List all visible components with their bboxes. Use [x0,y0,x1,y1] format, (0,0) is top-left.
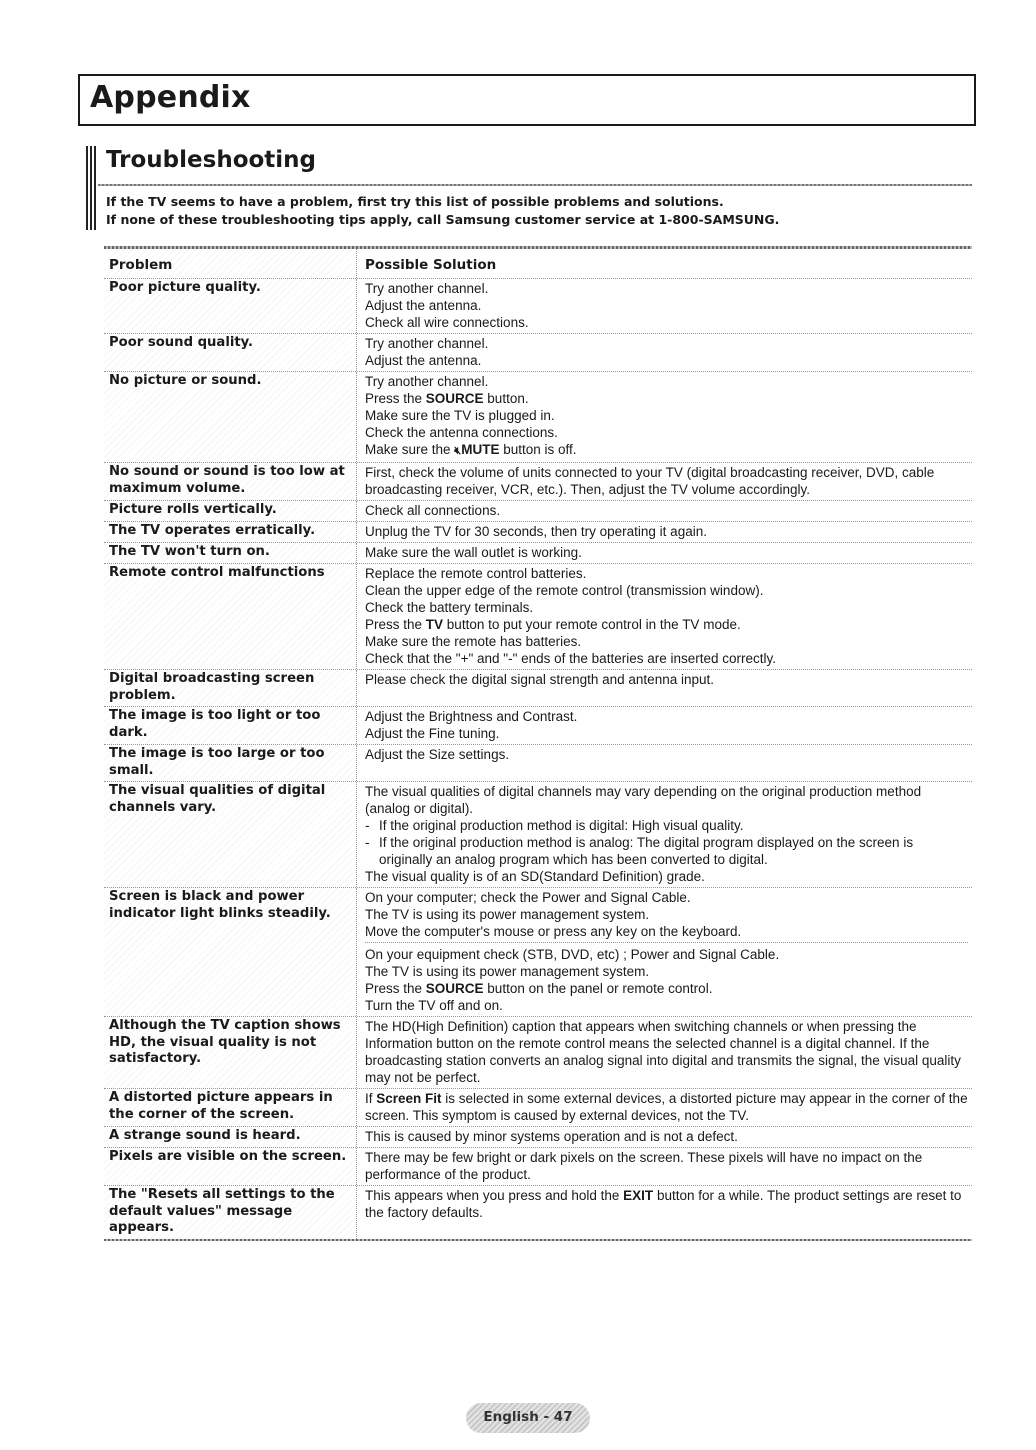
solution-bullet-text: If the original production method is digital: High visual quality. [379,818,744,833]
problem-cell: Digital broadcasting screen problem. [104,670,357,706]
solution-line: Make sure the remote has batteries. [365,634,582,649]
solution-line: Make sure the 🔇︎MUTE button is off. [365,442,577,457]
solution-line: Make sure the wall outlet is working. [365,545,582,560]
solution-cell [357,372,972,462]
solution-line: Adjust the antenna. [365,298,482,313]
page-number: English - 47 [483,1409,573,1425]
problem-cell: The TV operates erratically. [104,522,357,542]
solution-line: This is caused by minor systems operation and is not a defect. [365,1129,738,1144]
problem-cell: Poor sound quality. [104,334,357,371]
header-problem: Problem [104,249,357,278]
table-row [104,670,972,707]
solution-line: If Screen Fit is selected in some external devices, a distorted picture may appear in the corner of the screen. This symptom is caused by external devices, not the TV. [365,1091,968,1123]
solution-bullet: - If the original production method is digital: High visual quality. [365,818,744,833]
solution-cell [357,745,972,781]
table-row [104,564,972,670]
solution-cell [357,670,972,706]
solution-line: Check the battery terminals. [365,600,534,615]
intro-text [106,193,966,229]
solution-cell [357,501,972,521]
solution-line: Check all connections. [365,503,501,518]
problem-cell: The visual qualities of digital channels vary. [104,782,357,887]
table-row [104,1148,972,1186]
solution-cell [357,888,972,1016]
solution-line: Adjust the Fine tuning. [365,726,500,741]
solution-line: The TV is using its power management system. [365,964,650,979]
problem-cell: A distorted picture appears in the corner of the screen. [104,1089,357,1126]
solution-line: The visual qualities of digital channels may vary depending on the original production method (analog or digital). [365,784,922,816]
appendix-header-box [78,74,976,126]
problem-cell: Poor picture quality. [104,279,357,333]
table-row [104,501,972,522]
solution-line: This appears when you press and hold the EXIT button for a while. The product settings are reset to the factory defaults. [365,1188,962,1220]
solution-bullet: - If the original production method is analog: The digital program displayed on the screen is originally an analog program which has been converted to digital. [365,834,968,868]
solution-line: First, check the volume of units connected to your TV (digital broadcasting receiver, DVD, cable broadcasting receiver, VCR, etc.). Then, adjust the TV volume accordingly. [365,465,935,497]
problem-cell: The image is too light or too dark. [104,707,357,744]
table-row [104,543,972,564]
solution-cell [357,707,972,744]
problem-cell: Pixels are visible on the screen. [104,1148,357,1185]
solution-line: Try another channel. [365,336,489,351]
solution-line: Replace the remote control batteries. [365,566,587,581]
mute-speaker-icon: 🔇︎ [454,445,462,457]
solution-line: Please check the digital signal strength and antenna input. [365,672,714,687]
problem-cell: Although the TV caption shows HD, the visual quality is not satisfactory. [104,1017,357,1088]
solution-line: Check the antenna connections. [365,425,558,440]
solution-line: Turn the TV off and on. [365,998,503,1013]
table-row [104,1127,972,1148]
solution-cell [357,1148,972,1185]
solution-cell [357,1017,972,1088]
problem-cell: Screen is black and power indicator light blinks steadily. [104,888,357,1016]
solution-subgroup [365,942,968,1014]
troubleshooting-table [104,246,972,1241]
solution-cell [357,1186,972,1239]
table-row [104,888,972,1017]
solution-line: Adjust the Size settings. [365,747,510,762]
solution-cell [357,543,972,563]
intro-line-1: If the TV seems to have a problem, first try this list of possible problems and solutions. [106,194,724,209]
solution-line: On your equipment check (STB, DVD, etc) ; Power and Signal Cable. [365,947,780,962]
solution-line: Press the TV button to put your remote control in the TV mode. [365,617,741,632]
table-row [104,707,972,745]
solution-cell [357,1089,972,1126]
table-row [104,1089,972,1127]
table-row [104,463,972,501]
solution-line: The HD(High Definition) caption that appears when switching channels or when pressing the Information button on the remote control means the selected channel is a digital channel. If the broadcasting station converts an analog signal into digital and transmits the signal, the visual quality may not be perfect. [365,1019,961,1085]
solution-cell [357,1127,972,1147]
table-bottom-rule [104,1239,972,1241]
problem-cell: No sound or sound is too low at maximum volume. [104,463,357,500]
header-solution: Possible Solution [365,257,497,273]
page-number-badge [466,1403,590,1433]
solution-line: The visual quality is of an SD(Standard Definition) grade. [365,869,705,884]
solution-cell [357,463,972,500]
section-title: Troubleshooting [106,147,317,173]
section-marker [86,146,98,230]
table-row [104,782,972,888]
problem-cell: The "Resets all settings to the default values" message appears. [104,1186,357,1239]
solution-line: Clean the upper edge of the remote control (transmission window). [365,583,764,598]
solution-line: Try another channel. [365,374,489,389]
problem-cell: No picture or sound. [104,372,357,462]
problem-cell: Remote control malfunctions [104,564,357,669]
solution-line: Adjust the antenna. [365,353,482,368]
problem-cell: The image is too large or too small. [104,745,357,781]
table-row [104,745,972,782]
problem-cell: A strange sound is heard. [104,1127,357,1147]
table-header-row [104,249,972,279]
section-divider [98,184,972,186]
table-row [104,372,972,463]
solution-line: Check that the "+" and "-" ends of the batteries are inserted correctly. [365,651,777,666]
solution-line: Adjust the Brightness and Contrast. [365,709,578,724]
intro-line-2: If none of these troubleshooting tips apply, call Samsung customer service at 1-800-SAMSUNG. [106,212,780,227]
solution-cell [357,334,972,371]
solution-cell [357,279,972,333]
table-row [104,1017,972,1089]
solution-cell [357,564,972,669]
appendix-title: Appendix [90,80,251,115]
solution-line: There may be few bright or dark pixels on the screen. These pixels will have no impact on the performance of the product. [365,1150,923,1182]
solution-cell [357,522,972,542]
solution-line: Press the SOURCE button on the panel or remote control. [365,981,713,996]
problem-cell: Picture rolls vertically. [104,501,357,521]
solution-line: Check all wire connections. [365,315,529,330]
table-row [104,334,972,372]
solution-bullet-text: If the original production method is analog: The digital program displayed on the screen is originally an analog program which has been converted to digital. [379,835,914,867]
solution-line: Unplug the TV for 30 seconds, then try operating it again. [365,524,707,539]
solution-line: Press the SOURCE button. [365,391,529,406]
solution-cell [357,782,972,887]
table-row [104,522,972,543]
solution-line: The TV is using its power management system. [365,907,650,922]
table-row [104,1186,972,1239]
solution-line: Make sure the TV is plugged in. [365,408,555,423]
solution-line: Move the computer's mouse or press any key on the keyboard. [365,924,742,939]
solution-line: On your computer; check the Power and Signal Cable. [365,890,691,905]
table-row [104,279,972,334]
solution-line: Try another channel. [365,281,489,296]
problem-cell: The TV won't turn on. [104,543,357,563]
